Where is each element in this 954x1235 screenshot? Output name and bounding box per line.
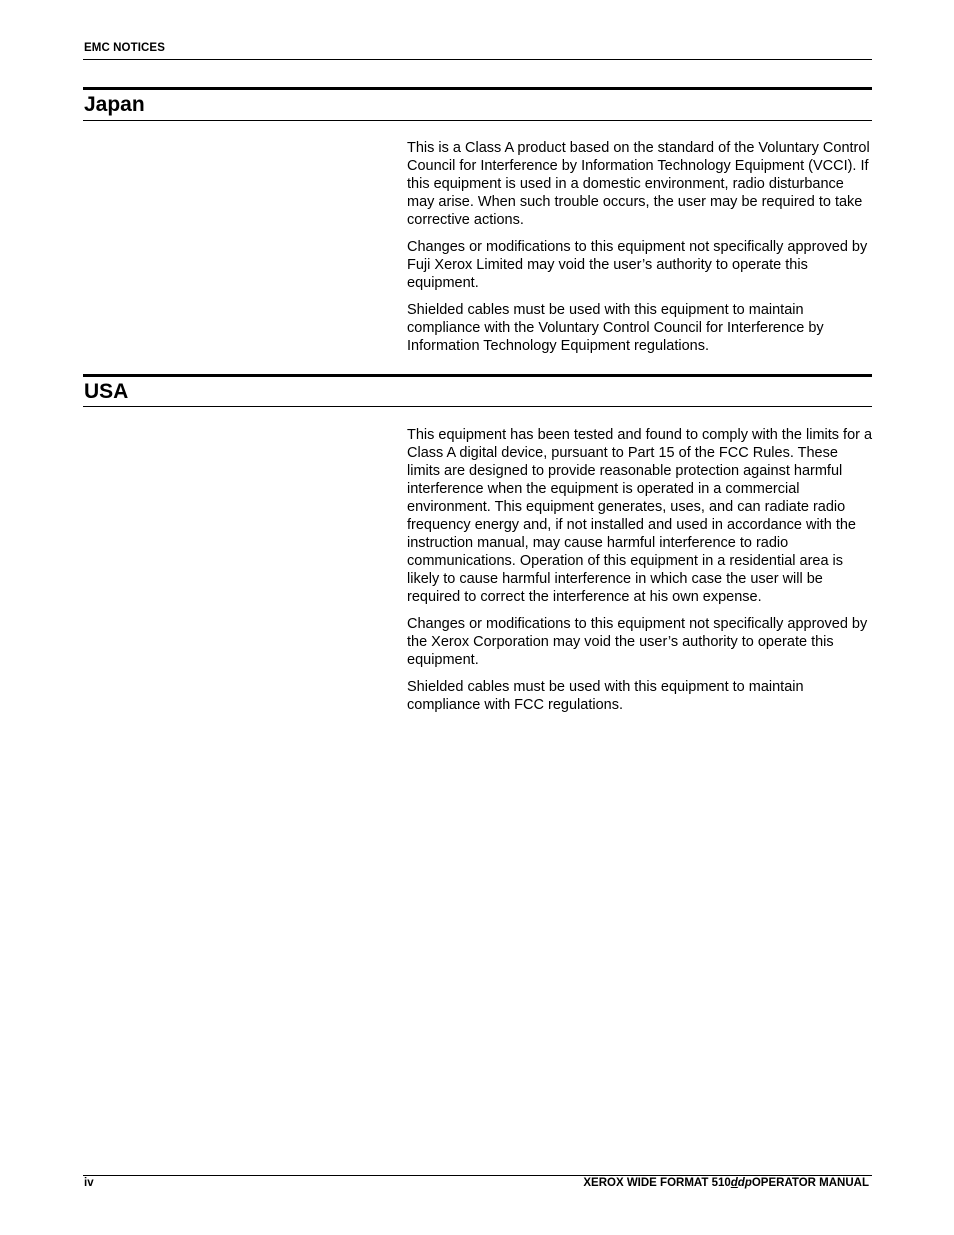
section-heading-usa: USA <box>84 380 129 403</box>
section-rule-top-usa <box>83 374 872 377</box>
footer-rule <box>83 1175 872 1176</box>
section-heading-japan: Japan <box>84 93 145 116</box>
paragraph: This is a Class A product based on the standard of the Voluntary Control Council for Interference by Information Technology Equipment (VCCI). If this equipment is used in a domestic environment, radio disturbance may arise. When such trouble occurs, the user may be required to take corrective actions. <box>407 140 870 228</box>
section-rule-top-japan <box>83 87 872 90</box>
paragraph: Changes or modifications to this equipment not specifically approved by the Xerox Corporation may void the user’s authority to operate this equipment. <box>407 616 868 668</box>
paragraph: Changes or modifications to this equipment not specifically approved by Fuji Xerox Limited may void the user’s authority to operate this equipment. <box>407 239 868 291</box>
paragraph: Shielded cables must be used with this equipment to maintain compliance with FCC regulations. <box>407 679 804 713</box>
footer-title-model-rest: dp <box>737 1177 752 1189</box>
paragraph: This equipment has been tested and found to comply with the limits for a Class A digital device, pursuant to Part 15 of the FCC Rules. These limits are designed to provide reasonable protection against harmful interference when the equipment is operated in a commercial environment. This equipment generates, uses, and can radiate radio frequency energy and, if not installed and used in accordance with the instruction manual, may cause harmful interference to radio communications. Operation of this equipment in a residential area is likely to cause harmful interference in which case the user will be required to correct the interference at his own expense. <box>407 427 873 605</box>
section-rule-bottom-japan <box>83 120 872 121</box>
section-body-usa <box>407 426 873 723</box>
footer-page-number: iv <box>84 1177 94 1189</box>
footer-title-model-underlined: d <box>730 1177 738 1189</box>
section-rule-bottom-usa <box>83 406 872 407</box>
section-body-japan <box>407 139 873 364</box>
footer-title-model <box>731 1177 752 1189</box>
running-header: EMC NOTICES <box>84 42 165 54</box>
footer-title-prefix: XEROX WIDE FORMAT 510 <box>583 1177 731 1189</box>
paragraph: Shielded cables must be used with this equipment to maintain compliance with the Voluntary Control Council for Interference by Information Technology Equipment regulations. <box>407 302 824 354</box>
footer-title-suffix: OPERATOR MANUAL <box>751 1177 869 1189</box>
footer-manual-title <box>583 1177 869 1189</box>
header-rule <box>83 59 872 60</box>
